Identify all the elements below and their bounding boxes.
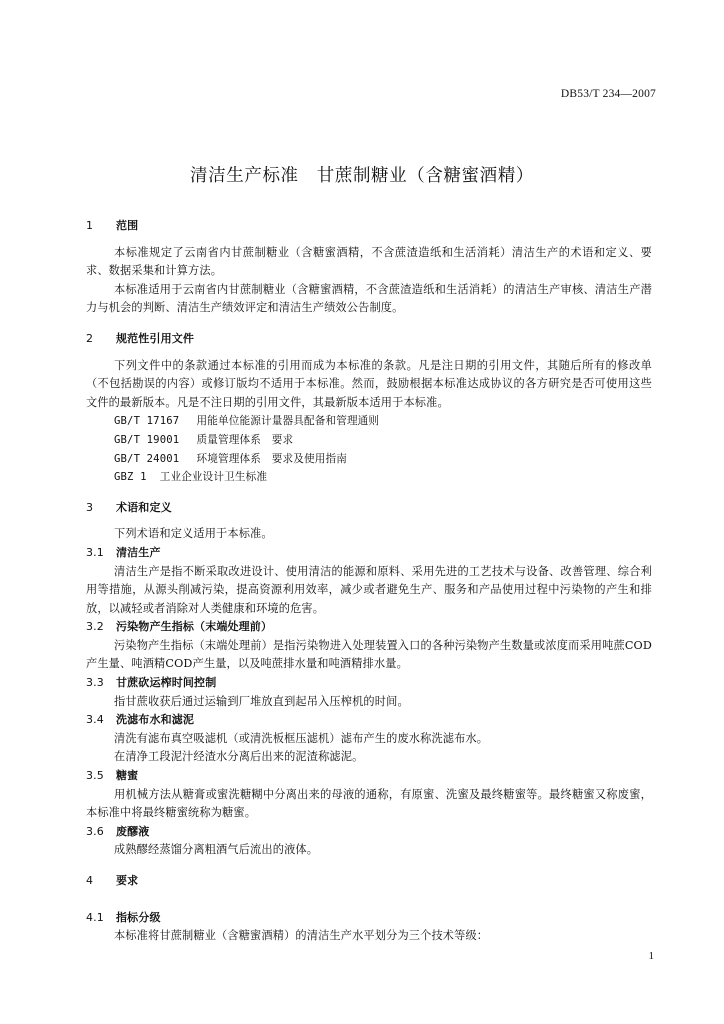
- term-title: 废醪液: [116, 824, 150, 838]
- section-terms-definitions: [86, 499, 652, 860]
- section-requirements: [86, 872, 652, 946]
- section-title: 术语和定义: [116, 500, 172, 514]
- term-heading: [86, 544, 652, 563]
- paragraph: 下列术语和定义适用于本标准。: [114, 527, 273, 541]
- term-title: 甘蔗砍运榨时间控制: [116, 676, 217, 690]
- document-title: 清洁生产标准 甘蔗制糖业（含糖蜜酒精）: [190, 166, 534, 186]
- reference-title: 工业企业设计卫生标准: [159, 471, 268, 484]
- reference-item: [86, 468, 652, 487]
- section-number: 1: [86, 219, 94, 232]
- reference-code: GB/T 17167: [114, 415, 180, 428]
- reference-item: [86, 431, 652, 450]
- term-definition: 用机械方法从糖膏或蜜洗糖糊中分离出来的母液的通称，有原蜜、洗蜜及最终糖蜜等。最终糖蜜又称废蜜，本标准中将最终糖蜜统称为糖蜜。: [86, 787, 652, 820]
- section-scope: [86, 217, 652, 318]
- paragraph: 本标准规定了云南省内甘蔗制糖业（含糖蜜酒精，不含蔗渣造纸和生活消耗）清洁生产的术语和定义、要求、数据采集和计算方法。: [86, 245, 652, 278]
- term-definition: 污染物产生指标（末端处理前）是指污染物进入处理装置入口的各种污染物产生数量或浓度而采用吨蔗COD产生量、吨酒精COD产生量，以及吨蔗排水量和吨酒精排水量。: [86, 638, 652, 671]
- term-number: 3.6: [86, 824, 104, 838]
- reference-title: 用能单位能源计量器具配备和管理通则: [196, 415, 380, 428]
- reference-code: GBZ 1: [114, 471, 147, 484]
- section-title: 范围: [116, 219, 139, 232]
- term-definition: 指甘蔗收获后通过运输到厂堆放直到起吊入压榨机的时间。: [114, 694, 409, 708]
- term-definition: 清洁生产是指不断采取改进设计、使用清洁的能源和原料、采用先进的工艺技术与设备、改善管理、综合利用等措施，从源头削减污染，提高资源利用效率，减少或者避免生产、服务和产品使用过程中污染物的产生和排放，以减轻或者消除对人类健康和环境的危害。: [86, 564, 652, 615]
- subsection-number: 4.1: [86, 910, 104, 924]
- paragraph: 本标准适用于云南省内甘蔗制糖业（含糖蜜酒精，不含蔗渣造纸和生活消耗）的清洁生产审核、清洁生产潜力与机会的判断、清洁生产绩效评定和清洁生产绩效公告制度。: [86, 282, 652, 315]
- section-heading: [86, 217, 652, 236]
- section-number: 2: [86, 331, 94, 345]
- term-title: 清洁生产: [116, 545, 161, 559]
- term-number: 3.1: [86, 545, 104, 559]
- term-number: 3.3: [86, 676, 104, 690]
- term-heading: [86, 674, 652, 693]
- document-body: [86, 217, 652, 958]
- reference-code: GB/T 19001: [114, 433, 180, 446]
- standard-code: DB53/T 234—2007: [560, 88, 656, 100]
- term-heading: [86, 823, 652, 842]
- page-number: 1: [648, 950, 654, 962]
- section-number: 4: [86, 874, 94, 887]
- term-heading: [86, 618, 652, 637]
- term-number: 3.4: [86, 713, 104, 727]
- term-heading: [86, 711, 652, 730]
- paragraph: 下列文件中的条款通过本标准的引用而成为本标准的条款。凡是注日期的引用文件，其随后所有的修改单（不包括勘误的内容）或修订版均不适用于本标准。然而，鼓励根据本标准达成协议的各方研究是否可使用这些文件的最新版本。凡是不注日期的引用文件，其最新版本适用于本标准。: [86, 358, 652, 409]
- section-heading: [86, 872, 652, 891]
- section-heading: [86, 499, 652, 518]
- subsection-heading: [86, 909, 652, 928]
- term-definition: 清洗有滤布真空吸滤机（或清洗板框压滤机）滤布产生的废水称洗滤布水。: [114, 731, 489, 745]
- term-title: 糖蜜: [116, 769, 139, 783]
- term-definition: 在清净工段泥汁经渣水分离后出来的泥渣称滤泥。: [114, 750, 364, 764]
- subsection-title: 指标分级: [116, 910, 161, 924]
- reference-item: [86, 450, 652, 469]
- section-heading: [86, 330, 652, 349]
- reference-item: [86, 412, 652, 431]
- section-title: 规范性引用文件: [116, 331, 195, 345]
- term-title: 洗滤布水和滤泥: [116, 713, 195, 727]
- reference-title: 环境管理体系 要求及使用指南: [196, 452, 347, 465]
- term-definition: 成熟醪经蒸馏分离粗酒气后流出的液体。: [114, 843, 319, 857]
- section-number: 3: [86, 500, 94, 514]
- section-normative-references: [86, 330, 652, 487]
- term-number: 3.5: [86, 769, 104, 783]
- spacer: [86, 899, 652, 909]
- reference-code: GB/T 24001: [114, 452, 180, 465]
- term-heading: [86, 767, 652, 786]
- term-number: 3.2: [86, 620, 104, 634]
- section-title: 要求: [116, 874, 139, 887]
- paragraph: 本标准将甘蔗制糖业（含糖蜜酒精）的清洁生产水平划分为三个技术等级：: [114, 929, 489, 943]
- term-title: 污染物产生指标（末端处理前）: [116, 620, 273, 634]
- reference-title: 质量管理体系 要求: [196, 433, 294, 446]
